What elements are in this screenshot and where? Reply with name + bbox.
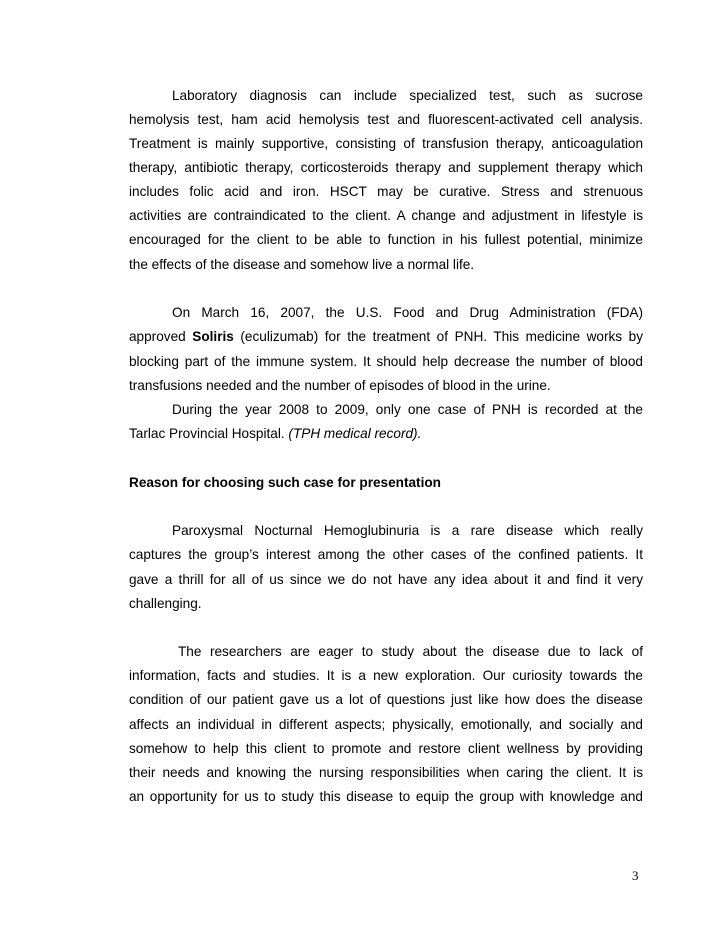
p4-line-1: Paroxysmal Nocturnal Hemoglubinuria is a rare disease which really: [172, 523, 643, 538]
p1-line-1: Laboratory diagnosis can include specialized test, such as sucrose: [172, 88, 643, 103]
p1-line-5: includes folic acid and iron. HSCT may be curative. Stress and strenuous: [129, 184, 643, 199]
p5-line-3: condition of our patient gave us a lot of questions just like how does the disease: [129, 692, 643, 707]
p4-line-4: challenging.: [129, 596, 202, 611]
p5-line-4: affects an individual in different aspects; physically, emotionally, and socially and: [129, 717, 643, 732]
p4-line-2: captures the group’s interest among the other cases of the confined patients. It: [129, 547, 643, 562]
p1-line-3: Treatment is mainly supportive, consisting of transfusion therapy, anticoagulation: [129, 136, 643, 151]
p2-approved: approved: [129, 329, 186, 344]
p5-line-6: their needs and knowing the nursing responsibilities when caring the client. It is: [129, 765, 643, 780]
p1-line-4: therapy, antibiotic therapy, corticosteroids therapy and supplement therapy which: [129, 160, 643, 175]
p3-citation: (TPH medical record).: [288, 426, 422, 441]
p2-line-2: [129, 329, 643, 345]
p3-line-2: [129, 426, 643, 442]
p3-line-1: During the year 2008 to 2009, only one case of PNH is recorded at the: [172, 402, 643, 417]
p4-line-3: gave a thrill for all of us since we do not have any idea about it and find it very: [129, 572, 643, 587]
p5-line-2: information, facts and studies. It is a new exploration. Our curiosity towards the: [129, 668, 643, 683]
p3-hospital: Tarlac Provincial Hospital.: [129, 426, 285, 441]
p5-line-1: The researchers are eager to study about the disease due to lack of: [178, 644, 643, 659]
p2-line-4: transfusions needed and the number of episodes of blood in the urine.: [129, 378, 551, 393]
p1-line-7: encouraged for the client to be able to function in his fullest potential, minimize: [129, 232, 643, 247]
p1-line-6: activities are contraindicated to the client. A change and adjustment in lifestyle is: [129, 208, 643, 223]
p2-line-2-rest: (eculizumab) for the treatment of PNH. This medicine works by: [240, 329, 644, 344]
page-number: 3: [632, 868, 639, 883]
p1-line-2: hemolysis test, ham acid hemolysis test and fluorescent-activated cell analysis.: [129, 112, 643, 127]
p5-line-5: somehow to help this client to promote and restore client wellness by providing: [129, 741, 643, 756]
p1-line-8: the effects of the disease and somehow live a normal life.: [129, 257, 475, 272]
p2-line-3: blocking part of the immune system. It should help decrease the number of blood: [129, 354, 643, 369]
p5-line-7: an opportunity for us to study this disease to equip the group with knowledge and: [129, 789, 643, 804]
section-heading: Reason for choosing such case for presentation: [129, 475, 441, 490]
drug-name-soliris: Soliris: [192, 329, 234, 344]
p2-line-1: On March 16, 2007, the U.S. Food and Drug Administration (FDA): [172, 305, 643, 320]
